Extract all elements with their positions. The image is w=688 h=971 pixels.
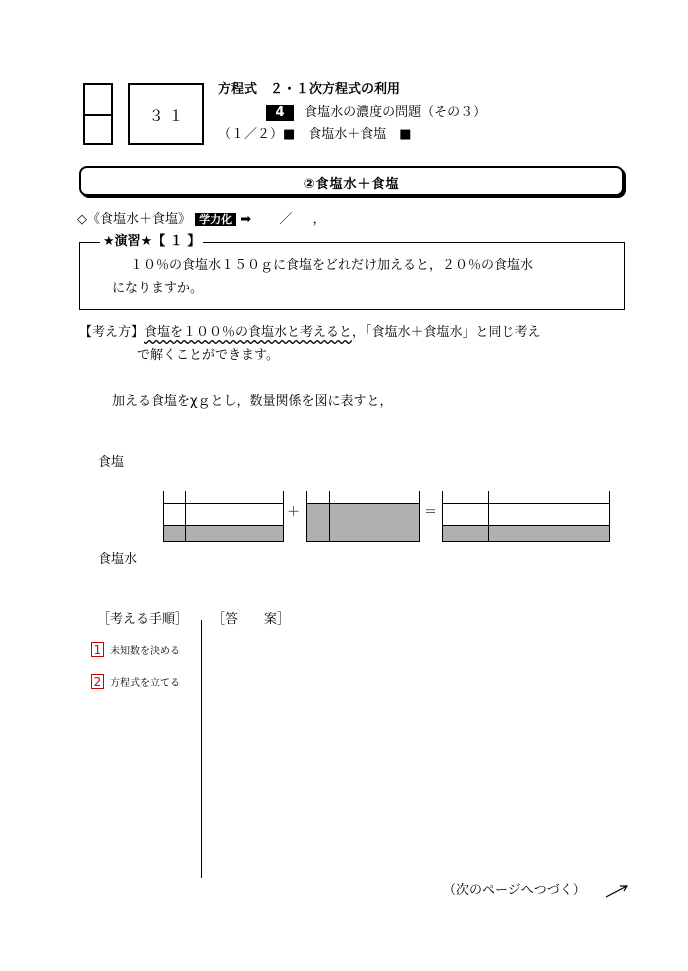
container-1 bbox=[163, 491, 284, 542]
exercise-line2: になりますか。 bbox=[112, 281, 204, 296]
diagram-equals: ＝ bbox=[424, 505, 438, 520]
arrow-up-right-icon bbox=[604, 883, 630, 899]
topic-line bbox=[77, 212, 326, 228]
container-3 bbox=[442, 491, 610, 542]
exercise-label: ★演習★【 １ 】 bbox=[100, 234, 203, 250]
approach-line2: で解くことができます。 bbox=[137, 348, 279, 363]
banner-title: ②食塩水＋食塩 bbox=[303, 177, 400, 192]
skill-badge: 学力化 bbox=[195, 213, 236, 226]
diagram-label-salt: 食塩 bbox=[98, 455, 125, 470]
topic-slash: ／ bbox=[279, 212, 293, 227]
approach-underlined: 食塩を１００％の食塩水と考えると bbox=[144, 325, 353, 340]
header-line2 bbox=[266, 105, 486, 121]
step-label-2: 方程式を立てる bbox=[110, 678, 180, 689]
footer-continue: （次のページへつづく） bbox=[443, 883, 586, 898]
step-number-1: 1 bbox=[91, 642, 104, 657]
container-2-fill bbox=[306, 503, 420, 542]
step-item-1 bbox=[91, 642, 180, 660]
step-number-2: 2 bbox=[91, 674, 104, 689]
container-2 bbox=[306, 491, 420, 542]
unit-number: ３ １ bbox=[148, 107, 184, 125]
header-line3: （１／２）■ 食塩水＋食塩 ■ bbox=[218, 127, 412, 142]
topic-prefix: ◇《食塩水＋食塩》 bbox=[77, 212, 191, 227]
header-line2-text: 食塩水の濃度の問題（その３） bbox=[304, 105, 487, 120]
topic-comma: ， bbox=[312, 212, 326, 227]
header-line1: 方程式 ２・１次方程式の利用 bbox=[218, 82, 401, 97]
section-number-badge: 4 bbox=[266, 105, 294, 121]
approach-label: 【考え方】 bbox=[79, 325, 145, 340]
exercise-box bbox=[79, 242, 625, 310]
approach-line3: 加える食塩をχｇとし，数量関係を図に表すと， bbox=[112, 394, 393, 409]
container-1-fill bbox=[163, 525, 284, 542]
step-label-1: 未知数を決める bbox=[110, 646, 180, 657]
diagram-plus: ＋ bbox=[287, 505, 301, 520]
diagram-label-saltwater: 食塩水 bbox=[98, 552, 138, 567]
steps-divider bbox=[201, 620, 202, 878]
step-item-2 bbox=[91, 674, 180, 692]
answer-header: ［答 案］ bbox=[212, 612, 291, 627]
approach-rest: ，「食塩水＋食塩水」と同じ考え bbox=[352, 325, 541, 340]
approach-line1 bbox=[79, 325, 541, 341]
steps-header: ［考える手順］ bbox=[97, 612, 189, 627]
header-small-box-divider bbox=[85, 114, 111, 116]
container-3-fill bbox=[442, 525, 610, 542]
header-small-box bbox=[83, 83, 113, 145]
arrow-icon: ➡ bbox=[240, 212, 252, 227]
unit-number-box bbox=[128, 83, 204, 145]
exercise-line1: １０％の食塩水１５０ｇに食塩をどれだけ加えると，２０％の食塩水 bbox=[130, 258, 534, 273]
banner bbox=[79, 166, 624, 196]
